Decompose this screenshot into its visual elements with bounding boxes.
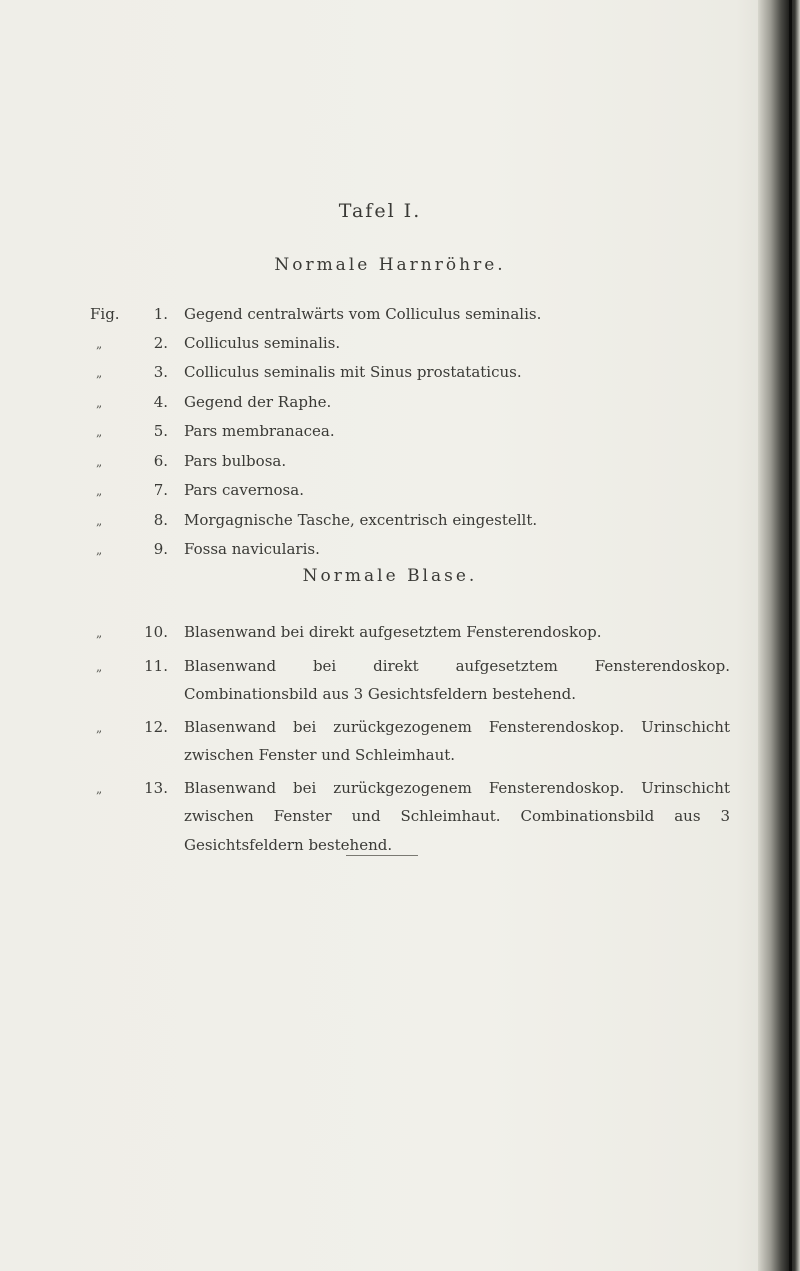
figure-number: 12. [144, 717, 168, 736]
ditto-mark: „ [96, 513, 103, 528]
figure-entry [90, 447, 730, 477]
ditto-mark: „ [96, 659, 103, 674]
book-binding-edge [789, 0, 792, 1271]
ditto-mark: „ [96, 781, 103, 796]
figure-number: 3. [153, 363, 168, 381]
figure-number: 8. [153, 510, 168, 529]
figure-prefix: Fig. [90, 305, 120, 323]
figure-description: Gegend der Raphe. [184, 392, 332, 411]
book-binding-shadow [758, 0, 800, 1271]
figure-entry [90, 774, 730, 860]
figure-description: Fossa navicularis. [184, 540, 320, 558]
figure-number: 4. [153, 392, 168, 411]
figure-description: Pars bulbosa. [184, 451, 287, 470]
figure-description: Gegend centralwärts vom Colliculus seminalis. [184, 305, 542, 323]
figure-list-harnroehre [90, 300, 730, 565]
figure-description: Blasenwand bei direkt aufgesetztem Fensterendoskop. [184, 623, 602, 641]
figure-number: 7. [153, 481, 168, 499]
ditto-mark: „ [96, 366, 103, 380]
figure-description: Morgagnische Tasche, excentrisch eingestellt. [184, 510, 538, 529]
figure-entry [90, 476, 730, 506]
ditto-mark: „ [96, 454, 103, 469]
figure-number: 9. [153, 540, 168, 558]
figure-number: 10. [144, 623, 168, 641]
figure-entry [90, 535, 730, 565]
figure-description: Colliculus seminalis. [184, 333, 341, 352]
figure-number: 2. [153, 333, 168, 352]
figure-entry [90, 652, 730, 709]
figure-entry [90, 618, 730, 648]
figure-entry [90, 358, 730, 388]
figure-number: 13. [144, 778, 168, 797]
ditto-mark: „ [96, 336, 103, 351]
figure-entry [90, 417, 730, 447]
figure-entry [90, 713, 730, 770]
figure-list-blase [90, 618, 730, 863]
figure-entry [90, 329, 730, 359]
ditto-mark: „ [96, 395, 103, 410]
figure-number: 6. [153, 451, 168, 470]
ditto-mark: „ [96, 484, 103, 498]
figure-number: 5. [153, 422, 168, 440]
figure-description: Pars cavernosa. [184, 481, 304, 499]
figure-entry [90, 300, 730, 329]
figure-entry [90, 388, 730, 418]
closing-rule [346, 855, 418, 856]
figure-description: Pars membranacea. [184, 422, 335, 440]
figure-number: 11. [144, 656, 168, 675]
figure-description: Colliculus seminalis mit Sinus prostataticus. [184, 363, 522, 381]
figure-description: Blasenwand bei zurückgezogenem Fensterendoskop. Urinschicht zwischen Fenster und Schleimhaut. [184, 717, 730, 764]
figure-entry [90, 506, 730, 536]
ditto-mark: „ [96, 543, 103, 557]
plate-title: Tafel I. [338, 200, 422, 222]
figure-description: Blasenwand bei direkt aufgesetztem Fensterendoskop. Combinationsbild aus 3 Gesichtsfeldern bestehend. [184, 656, 730, 703]
section-heading-blase: Normale Blase. [302, 566, 478, 586]
section-heading-harnroehre: Normale Harnröhre. [274, 255, 506, 275]
ditto-mark: „ [96, 425, 103, 439]
figure-number: 1. [153, 305, 168, 323]
ditto-mark: „ [96, 720, 103, 735]
figure-description: Blasenwand bei zurückgezogenem Fensterendoskop. Urinschicht zwischen Fenster und Schleimhaut. Combinationsbild aus 3 Gesichtsfeldern bestehend. [184, 778, 730, 854]
ditto-mark: „ [96, 626, 103, 640]
